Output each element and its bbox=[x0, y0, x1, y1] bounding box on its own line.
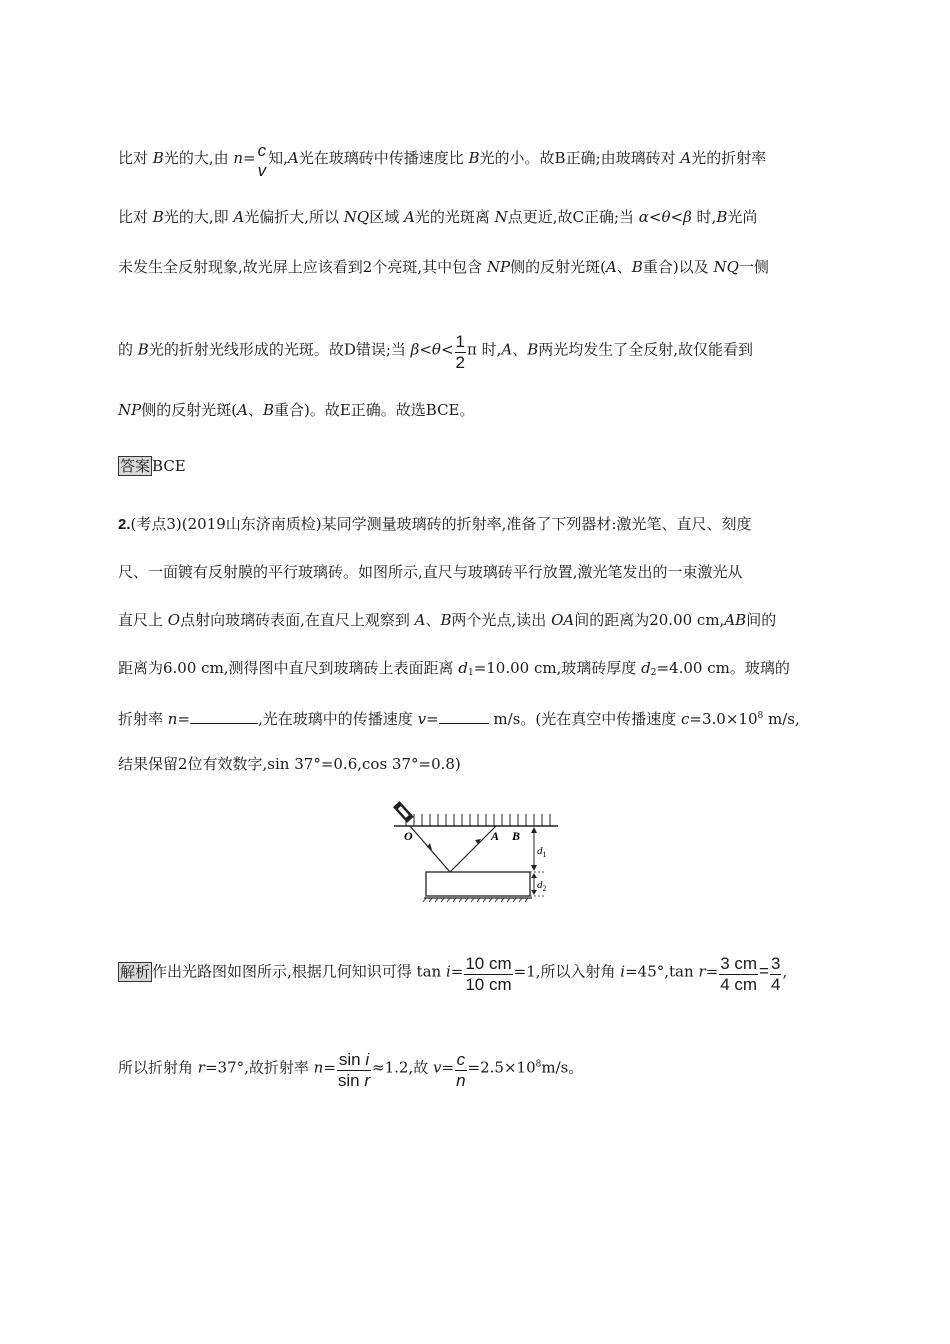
text: 点更近,故C正确;当 bbox=[507, 208, 639, 226]
fraction-10cm-over-10cm bbox=[464, 954, 512, 995]
text: B bbox=[262, 401, 274, 419]
text: =1,所以入射角 bbox=[513, 962, 621, 981]
text: A bbox=[680, 149, 692, 167]
text: 光的大,由 bbox=[163, 149, 234, 167]
text: NQ bbox=[343, 208, 370, 226]
explanation-line-4 bbox=[118, 330, 753, 371]
fraction-numerator bbox=[257, 141, 268, 161]
text: B bbox=[152, 208, 164, 226]
text: m/s。 bbox=[541, 1058, 584, 1077]
text: 间的 bbox=[746, 611, 777, 629]
text: 8 bbox=[535, 1059, 542, 1070]
text: 比对 bbox=[118, 208, 153, 226]
text: 光偏折大,所以 bbox=[244, 208, 344, 226]
text: β<θ< bbox=[410, 340, 454, 359]
text: AB bbox=[724, 611, 747, 629]
fraction-denominator bbox=[337, 1071, 371, 1091]
question-2-line-4 bbox=[118, 658, 790, 683]
text: A bbox=[233, 208, 245, 226]
text: = bbox=[177, 710, 191, 728]
text: 光尚 bbox=[727, 208, 758, 226]
text: 作出光路图如图所示,根据几何知识可得 tan bbox=[152, 962, 446, 981]
text: N bbox=[494, 208, 508, 226]
text: 2 bbox=[650, 668, 657, 678]
fraction-denominator: 4 bbox=[770, 975, 781, 994]
label-b: B bbox=[512, 829, 521, 843]
text: = bbox=[450, 962, 464, 981]
text: A bbox=[287, 149, 299, 167]
question-2-line-1 bbox=[118, 514, 751, 535]
text: v bbox=[417, 710, 427, 728]
text: 直尺上 bbox=[118, 611, 168, 629]
text: n bbox=[167, 710, 178, 728]
text: 光的光斑离 bbox=[414, 208, 495, 226]
text: 结果保留2位有效数字,sin 37°=0.6,cos 37°=0.8) bbox=[118, 755, 461, 773]
text: r bbox=[698, 962, 706, 981]
text: A bbox=[605, 258, 617, 276]
answer-value: BCE bbox=[152, 457, 186, 475]
text: ,光在玻璃中的传播速度 bbox=[258, 710, 418, 728]
fraction-denominator bbox=[455, 1071, 466, 1091]
text: 折射率 bbox=[118, 710, 168, 728]
text: 光在玻璃砖中传播速度比 bbox=[298, 149, 469, 167]
text: 侧的反射光斑( bbox=[141, 401, 238, 419]
text: i bbox=[620, 962, 626, 981]
fraction-3cm-over-4cm bbox=[719, 954, 758, 995]
text: B bbox=[631, 258, 643, 276]
text: = bbox=[441, 1058, 455, 1077]
text: 区域 bbox=[369, 208, 404, 226]
text: = bbox=[426, 710, 439, 728]
optics-diagram bbox=[392, 800, 562, 904]
text: m/s。(光在真空中传播速度 bbox=[488, 710, 682, 728]
text: 侧的反射光斑( bbox=[510, 258, 606, 276]
text: 光的小。故B正确;由玻璃砖对 bbox=[479, 149, 681, 167]
fraction-numerator bbox=[455, 1050, 466, 1071]
solution-tag: 解析 bbox=[120, 962, 151, 981]
text: c bbox=[257, 141, 267, 160]
text: B bbox=[137, 340, 149, 359]
text: 、 bbox=[512, 340, 528, 359]
text: =10.00 cm,玻璃砖厚度 bbox=[473, 659, 642, 677]
text: d bbox=[537, 845, 543, 857]
text: π 时, bbox=[466, 340, 502, 359]
text: c bbox=[456, 1050, 466, 1069]
text: 间的距离为20.00 cm, bbox=[574, 611, 725, 629]
fraction-c-over-n bbox=[455, 1050, 466, 1091]
label-d1 bbox=[537, 845, 547, 859]
question-number: 2. bbox=[118, 516, 131, 533]
text: d bbox=[537, 879, 543, 891]
answer-line bbox=[118, 456, 186, 476]
text: r bbox=[197, 1058, 205, 1077]
fraction-numerator: 3 cm bbox=[720, 954, 758, 973]
fraction-numerator bbox=[337, 1050, 371, 1071]
label-o: O bbox=[404, 829, 413, 843]
text: 1 bbox=[542, 850, 547, 859]
text: =4.00 cm。玻璃的 bbox=[656, 659, 790, 677]
text: 、 bbox=[425, 611, 441, 629]
laser-pen-icon bbox=[394, 802, 413, 822]
text: 两光均发生了全反射,故仅能看到 bbox=[538, 340, 754, 359]
text: =2.5×10 bbox=[467, 1058, 536, 1077]
text: 光的折射率 bbox=[691, 149, 767, 167]
arrow-up-icon bbox=[531, 873, 537, 878]
text: 所以折射角 bbox=[118, 1058, 198, 1077]
text: = bbox=[323, 1058, 336, 1077]
text: ≈1.2,故 bbox=[372, 1058, 434, 1077]
text: 时, bbox=[691, 208, 717, 226]
text: B bbox=[468, 149, 480, 167]
text: 光的折射光线形成的光斑。故D错误;当 bbox=[148, 340, 411, 359]
label-a: A bbox=[491, 829, 500, 843]
text: v bbox=[257, 161, 267, 180]
glass-block bbox=[426, 872, 530, 896]
fraction-c-over-v bbox=[257, 141, 268, 181]
text: sin bbox=[337, 1071, 365, 1090]
ruler-ticks bbox=[406, 814, 550, 826]
text: =37°,故折射率 bbox=[204, 1058, 314, 1077]
arrow-down-icon bbox=[531, 865, 537, 871]
text: 、 bbox=[247, 401, 263, 419]
label-d2 bbox=[537, 879, 547, 893]
text: 8 bbox=[757, 711, 764, 721]
question-2-line-2 bbox=[118, 562, 743, 582]
fraction-numerator: 10 cm bbox=[465, 954, 512, 973]
answer-tag: 答案 bbox=[120, 457, 151, 475]
explanation-line-2 bbox=[118, 207, 757, 227]
text: , bbox=[782, 962, 788, 981]
text: = bbox=[759, 961, 769, 981]
explanation-line-3 bbox=[118, 257, 769, 277]
text: 、 bbox=[616, 258, 632, 276]
incident-ray bbox=[410, 826, 450, 872]
text: r bbox=[364, 1071, 371, 1090]
text: NQ bbox=[713, 258, 739, 276]
fraction-denominator: 4 cm bbox=[720, 975, 758, 994]
text: 尺、一面镀有反射膜的平行玻璃砖。如图所示,直尺与玻璃砖平行放置,激光笔发出的一束激光从 bbox=[118, 563, 743, 581]
text: 未发生全反射现象,故光屏上应该看到2个亮斑,其中包含 bbox=[118, 258, 487, 276]
text: c bbox=[681, 710, 690, 728]
reflected-ray bbox=[450, 826, 496, 872]
text: 距离为6.00 cm,测得图中直尺到玻璃砖上表面距离 bbox=[118, 659, 459, 677]
text: m/s, bbox=[763, 710, 800, 728]
text: 比对 bbox=[118, 149, 153, 167]
text: A bbox=[403, 208, 415, 226]
text: B bbox=[527, 340, 539, 359]
text: =45°,tan bbox=[625, 962, 699, 981]
text: 光的大,即 bbox=[163, 208, 234, 226]
fraction-denominator: 2 bbox=[455, 353, 465, 372]
text: 1 bbox=[467, 668, 474, 678]
explanation-line-5 bbox=[118, 400, 475, 420]
text: 2 bbox=[542, 884, 547, 893]
text: NP bbox=[118, 401, 142, 419]
text: A bbox=[501, 340, 513, 359]
text: 的 bbox=[118, 340, 138, 359]
text: v bbox=[433, 1058, 442, 1077]
text: A bbox=[414, 611, 426, 629]
text: 重合)以及 bbox=[642, 258, 714, 276]
fraction-sini-over-sinr bbox=[337, 1050, 371, 1091]
text: = bbox=[705, 962, 719, 981]
fraction-denominator: 10 cm bbox=[465, 975, 512, 994]
text: 点射向玻璃砖表面,在直尺上观察到 bbox=[180, 611, 415, 629]
answer-blank-v[interactable] bbox=[439, 709, 489, 724]
text: B bbox=[440, 611, 452, 629]
explanation-line-1 bbox=[118, 139, 766, 179]
solution-line-1 bbox=[118, 952, 787, 993]
answer-blank-n[interactable] bbox=[190, 709, 258, 724]
text: d bbox=[641, 659, 651, 677]
text: 一侧 bbox=[738, 258, 769, 276]
text: n bbox=[313, 1058, 324, 1077]
text: n bbox=[233, 149, 244, 167]
text: d bbox=[458, 659, 468, 677]
fraction-one-half bbox=[455, 332, 466, 373]
text: OA bbox=[551, 611, 575, 629]
text: 两个光点,读出 bbox=[451, 611, 552, 629]
fraction-numerator: 3 bbox=[770, 954, 781, 973]
text: 知, bbox=[268, 149, 288, 167]
fraction-denominator bbox=[257, 161, 268, 181]
question-2-line-3 bbox=[118, 610, 776, 630]
text: 重合)。故E正确。故选BCE。 bbox=[273, 401, 475, 419]
fraction-numerator: 1 bbox=[455, 332, 465, 351]
text: = bbox=[243, 149, 256, 167]
text: =3.0×10 bbox=[689, 710, 758, 728]
question-2-line-5 bbox=[118, 706, 800, 729]
text: O bbox=[167, 611, 181, 629]
text: sin bbox=[338, 1050, 366, 1069]
text: A bbox=[237, 401, 248, 419]
arrow-up-icon bbox=[531, 827, 537, 833]
text: n bbox=[456, 1071, 466, 1090]
text: i bbox=[445, 962, 451, 981]
text: NP bbox=[486, 258, 511, 276]
text: α<θ<β bbox=[638, 208, 692, 226]
fraction-3-over-4 bbox=[770, 954, 781, 995]
question-2-line-6 bbox=[118, 754, 461, 774]
text: B bbox=[716, 208, 728, 226]
solution-line-2 bbox=[118, 1048, 583, 1089]
text: (考点3)(2019山东济南质检)某同学测量玻璃砖的折射率,准备了下列器材:激光笔、直尺、刻度 bbox=[130, 515, 752, 533]
text: i bbox=[365, 1050, 370, 1069]
text: B bbox=[152, 149, 164, 167]
